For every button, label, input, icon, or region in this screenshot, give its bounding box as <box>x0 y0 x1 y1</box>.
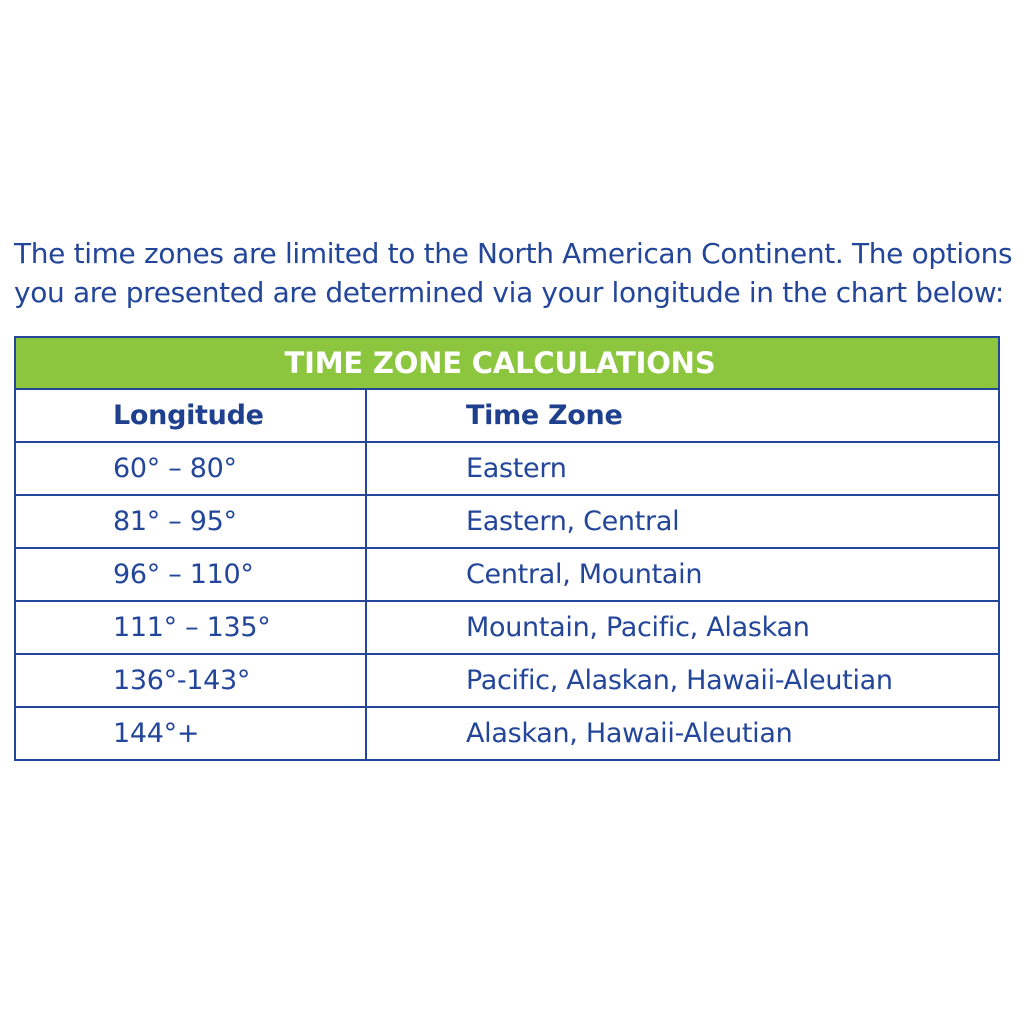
time-zone-cell: Pacific, Alaskan, Hawaii-Aleutian <box>366 654 999 707</box>
longitude-cell: 81° – 95° <box>15 495 366 548</box>
time-zone-cell: Mountain, Pacific, Alaskan <box>366 601 999 654</box>
table-title-row <box>15 337 999 389</box>
time-zone-header: Time Zone <box>366 389 999 442</box>
table-row <box>15 495 999 548</box>
time-zone-cell: Eastern <box>366 442 999 495</box>
table-row <box>15 442 999 495</box>
longitude-cell: 96° – 110° <box>15 548 366 601</box>
table-row <box>15 601 999 654</box>
table-row <box>15 654 999 707</box>
intro-paragraph <box>14 234 1020 312</box>
time-zone-table <box>14 336 1000 761</box>
time-zone-cell: Central, Mountain <box>366 548 999 601</box>
intro-line-2: you are presented are determined via your longitude in the chart below: <box>14 276 1004 309</box>
table-header-row <box>15 389 999 442</box>
time-zone-cell: Alaskan, Hawaii-Aleutian <box>366 707 999 760</box>
longitude-cell: 60° – 80° <box>15 442 366 495</box>
time-zone-cell: Eastern, Central <box>366 495 999 548</box>
longitude-header: Longitude <box>15 389 366 442</box>
longitude-cell: 136°-143° <box>15 654 366 707</box>
table-title: TIME ZONE CALCULATIONS <box>15 337 999 389</box>
longitude-cell: 144°+ <box>15 707 366 760</box>
intro-line-1: The time zones are limited to the North American Continent. The options <box>14 237 1013 270</box>
longitude-cell: 111° – 135° <box>15 601 366 654</box>
table-row <box>15 707 999 760</box>
table-row <box>15 548 999 601</box>
